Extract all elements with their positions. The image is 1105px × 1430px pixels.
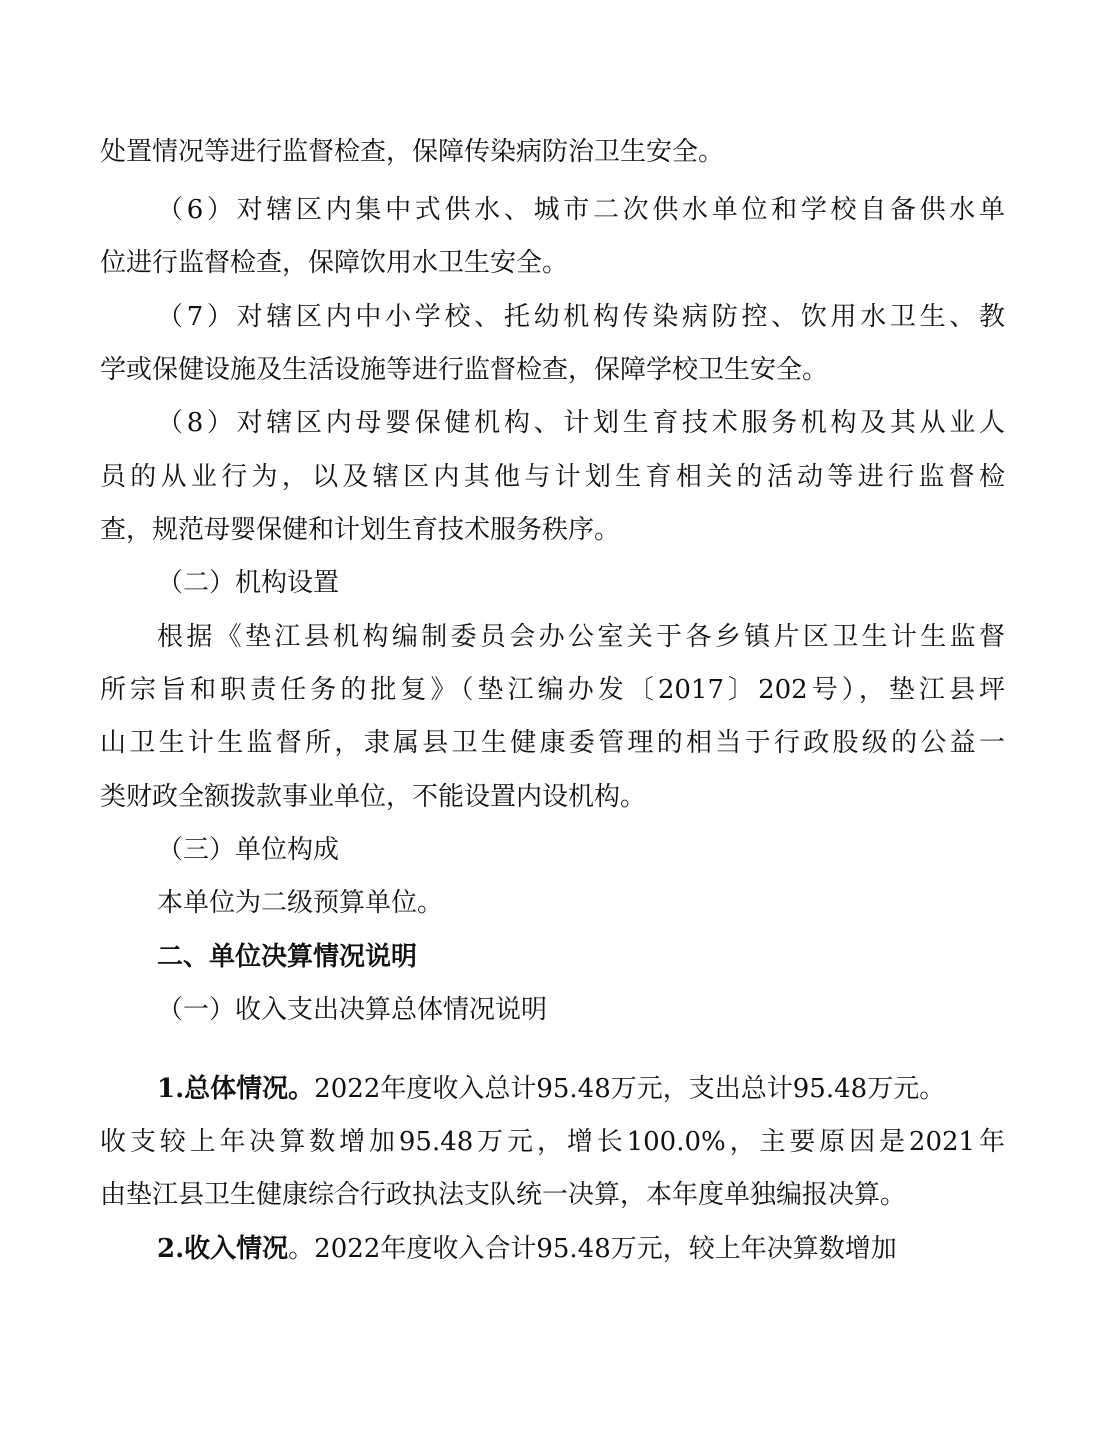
paragraph-line: 由垫江县卫生健康综合行政执法支队统一决算，本年度单独编报决算。 (100, 1180, 907, 1210)
paragraph-line: 员的从业行为，以及辖区内其他与计划生育相关的活动等进行监督检 (100, 462, 1005, 492)
paragraph-line-first (157, 1071, 1005, 1107)
paragraph-line: 学或保健设施及生活设施等进行监督检查，保障学校卫生安全。 (100, 355, 829, 385)
lead-label: 2.收入情况 (157, 1234, 289, 1264)
paragraph-line: 山卫生计生监督所，隶属县卫生健康委管理的相当于行政股级的公益一 (100, 728, 1005, 758)
paragraph-line: 收支较上年决算数增加95.48万元，增长100.0%，主要原因是2021年 (100, 1127, 1005, 1157)
lead-text: 。2022年度收入合计95.48万元，较上年决算数增加 (288, 1234, 897, 1264)
paragraph-line: （6）对辖区内集中式供水、城市二次供水单位和学校自备供水单 (157, 195, 1005, 225)
paragraph-line: （8）对辖区内母婴保健机构、计划生育技术服务机构及其从业人 (157, 408, 1005, 438)
section-heading: （三）单位构成 (157, 835, 340, 865)
paragraph-line: 查，规范母婴保健和计划生育技术服务秩序。 (100, 515, 621, 545)
paragraph-line: 本单位为二级预算单位。 (157, 888, 444, 918)
paragraph-line: 根据《垫江县机构编制委员会办公室关于各乡镇片区卫生计生监督 (157, 622, 1005, 652)
paragraph-line: 所宗旨和职责任务的批复》（垫江编办发〔2017〕202号），垫江县坪 (100, 675, 1005, 705)
paragraph-line: 处置情况等进行监督检查，保障传染病防治卫生安全。 (100, 137, 725, 167)
section-heading: （一）收入支出决算总体情况说明 (157, 995, 548, 1025)
lead-text: 2022年度收入总计95.48万元，支出总计95.48万元。 (314, 1074, 946, 1104)
chapter-heading: 二、单位决算情况说明 (157, 942, 418, 972)
section-heading: （二）机构设置 (157, 568, 340, 598)
paragraph-line: 类财政全额拨款事业单位，不能设置内设机构。 (100, 782, 647, 812)
lead-label: 1.总体情况。 (157, 1074, 315, 1104)
paragraph-line: （7）对辖区内中小学校、托幼机构传染病防控、饮用水卫生、教 (157, 302, 1005, 332)
paragraph-line: 位进行监督检查，保障饮用水卫生安全。 (100, 248, 569, 278)
paragraph-line-first (157, 1231, 1005, 1267)
